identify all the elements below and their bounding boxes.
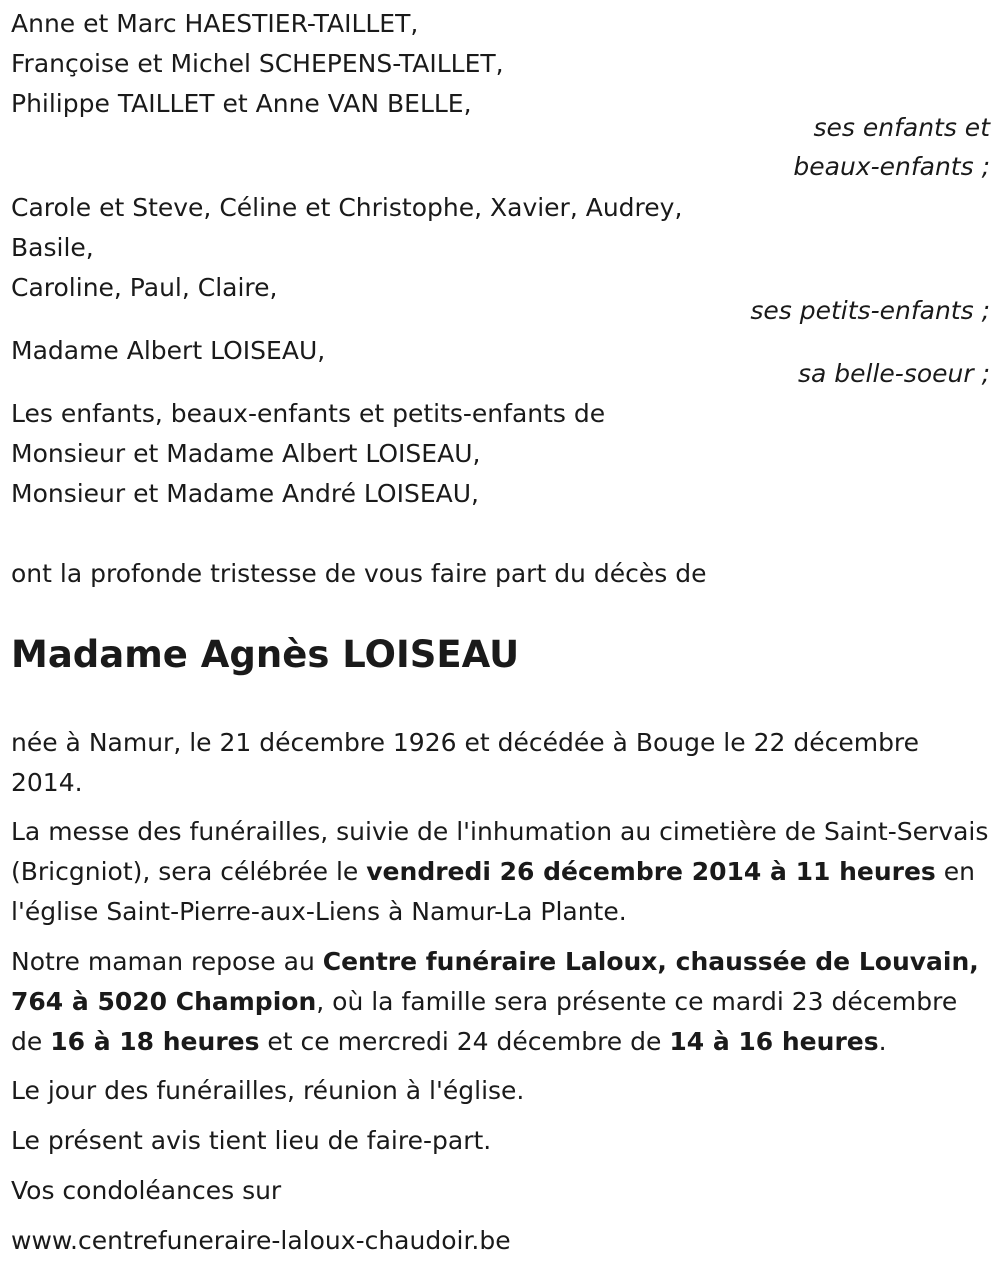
grandchildren-line-3: Caroline, Paul, Claire, (11, 273, 278, 302)
others-line-2: Monsieur et Madame Albert LOISEAU, (11, 439, 481, 468)
notice-text: Le présent avis tient lieu de faire-part. (11, 1126, 492, 1155)
deceased-name: Madame Agnès LOISEAU (11, 633, 520, 676)
funeral-text-1: La messe des funérailles, suivie de l'inhumation au cimetière de Saint-Servais (Bricgniot), sera célébrée le (11, 817, 989, 886)
family-children-line-1: Anne et Marc HAESTIER-TAILLET, (11, 9, 419, 38)
grandchildren-line-2: Basile, (11, 233, 94, 262)
funeral-text-2: en l'église Saint-Pierre-aux-Liens à Namur-La Plante. (11, 857, 975, 926)
visitation-hours-1: 16 à 18 heures (50, 1027, 260, 1056)
visitation-hours-2: 14 à 16 heures (669, 1027, 879, 1056)
funeral-paragraph (11, 812, 996, 932)
visitation-text-1: Notre maman repose au (11, 947, 323, 976)
children-relation-label-2: beaux-enfants ; (793, 152, 990, 181)
visitation-text-4: . (878, 1027, 887, 1056)
visitation-text-3: et ce mercredi 24 décembre de (259, 1027, 670, 1056)
condolences-label: Vos condoléances sur (11, 1176, 282, 1205)
visitation-paragraph (11, 942, 996, 1062)
family-children-line-2: Françoise et Michel SCHEPENS-TAILLET, (11, 49, 504, 78)
family-children-line-3: Philippe TAILLET et Anne VAN BELLE, (11, 89, 472, 118)
funeral-date: vendredi 26 décembre 2014 à 11 heures (366, 857, 936, 886)
birth-death-paragraph: née à Namur, le 21 décembre 1926 et décédée à Bouge le 22 décembre 2014. (11, 728, 920, 797)
condolences-url[interactable]: www.centrefuneraire-laloux-chaudoir.be (11, 1226, 511, 1255)
others-line-3: Monsieur et Madame André LOISEAU, (11, 479, 479, 508)
sister-in-law-relation-label: sa belle-soeur ; (797, 359, 990, 388)
sister-in-law-name: Madame Albert LOISEAU, (11, 336, 326, 365)
visitation-text-2: , où la famille sera présente ce mardi 23 décembre de (11, 987, 958, 1056)
visitation-place: Centre funéraire Laloux, chaussée de Louvain, 764 à 5020 Champion (11, 947, 979, 1016)
others-line-1: Les enfants, beaux-enfants et petits-enfants de (11, 399, 606, 428)
grandchildren-relation-label: ses petits-enfants ; (750, 296, 990, 325)
meeting-text: Le jour des funérailles, réunion à l'église. (11, 1076, 525, 1105)
grandchildren-line-1: Carole et Steve, Céline et Christophe, Xavier, Audrey, (11, 193, 683, 222)
children-relation-label: ses enfants et (813, 113, 990, 142)
announcement-text: ont la profonde tristesse de vous faire part du décès de (11, 559, 707, 588)
